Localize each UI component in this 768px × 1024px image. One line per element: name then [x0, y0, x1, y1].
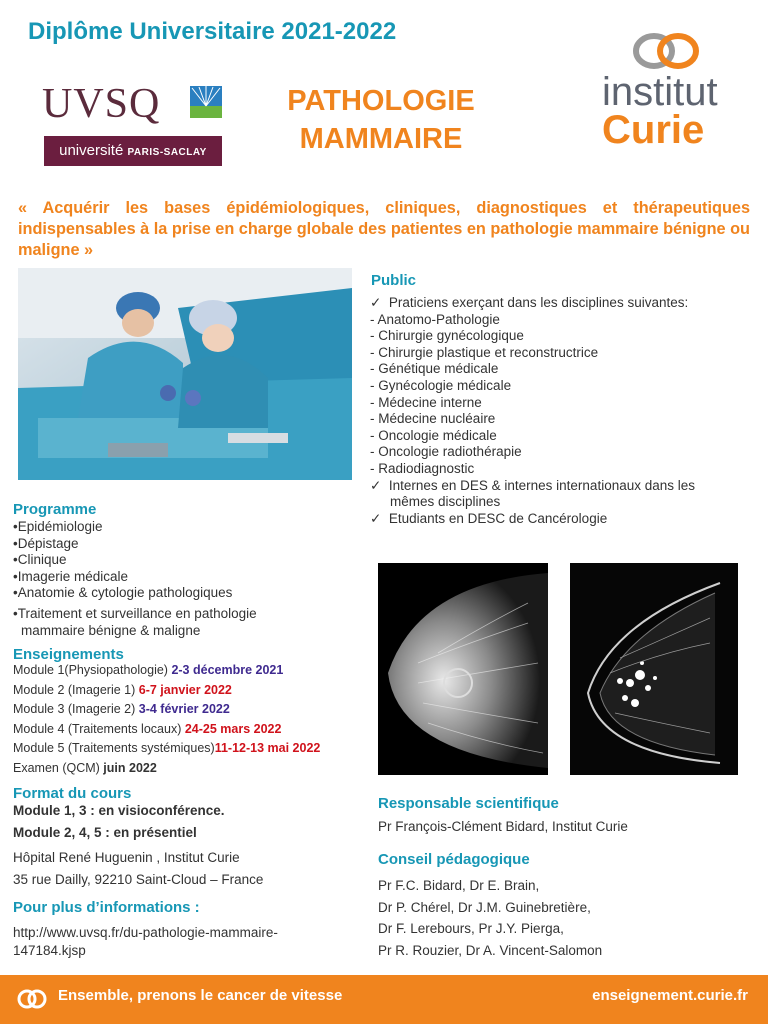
module-row [13, 720, 320, 740]
address-line1: Hôpital René Huguenin , Institut Curie [13, 850, 240, 865]
diploma-title: Diplôme Universitaire 2021-2022 [28, 18, 397, 45]
institut-curie-logo [600, 30, 740, 160]
module-label: Module 1(Physiopathologie) [13, 663, 172, 677]
list-item: •Traitement et surveillance en pathologie [13, 605, 257, 621]
list-item: Pr F.C. Bidard, Dr E. Brain, [378, 878, 540, 893]
list-item: - Génétique médicale [370, 361, 499, 377]
objective-quote: « Acquérir les bases épidémiologiques, cliniques, diagnostiques et thérapeutiques indispensables à la prise en charge globale des patientes en pathologie mammaire bénigne ou maligne » [18, 199, 750, 259]
list-item: •Dépistage [13, 535, 79, 551]
footer-website-link[interactable]: enseignement.curie.fr [592, 987, 748, 1004]
list-item: •Imagerie médicale [13, 568, 129, 584]
module-date: 2-3 décembre 2021 [171, 663, 284, 677]
module-label: Module 5 (Traitements systémiques) [13, 741, 215, 755]
uvsq-logo-text: UVSQ [42, 81, 161, 127]
public-list [370, 295, 695, 527]
mammogram-image [378, 563, 548, 775]
list-item: - Médecine interne [370, 394, 482, 410]
public-etudiants: ✓ Etudiants en DESC de Cancérologie [370, 510, 608, 526]
module-date: 6-7 janvier 2022 [138, 682, 232, 697]
list-item: - Gynécologie médicale [370, 377, 512, 393]
responsable-heading: Responsable scientifique [378, 795, 559, 812]
list-item: Pr R. Rouzier, Dr A. Vincent-Salomon [378, 942, 603, 958]
mri-image [570, 563, 738, 775]
list-item: Dr F. Lerebours, Pr J.Y. Pierga, [378, 921, 564, 936]
module-date: 24-25 mars 2022 [184, 721, 282, 736]
course-title-line2: MAMMAIRE [299, 123, 463, 155]
list-item: •Anatomie & cytologie pathologiques [13, 585, 233, 601]
module-row [13, 739, 320, 759]
list-item: - Oncologie médicale [370, 427, 497, 443]
uvsq-logo [40, 80, 226, 172]
list-item: mammaire bénigne & maligne [21, 622, 201, 638]
enseignements-heading: Enseignements [13, 646, 124, 663]
public-heading: Public [371, 272, 417, 289]
public-internes: ✓ Internes en DES & internes internationaux dans les [370, 477, 696, 493]
programme-heading: Programme [13, 501, 97, 518]
list-item: - Médecine nucléaire [370, 411, 496, 427]
module-row [13, 759, 320, 779]
internes-text-1: Internes en DES & internes internationaux dans les [388, 477, 696, 493]
curie-rings-icon [16, 987, 48, 1011]
module-date: 3-4 février 2022 [138, 702, 230, 716]
info-url[interactable] [13, 924, 278, 960]
info-heading: Pour plus d’informations : [13, 899, 200, 916]
conseil-heading: Conseil pédagogique [378, 851, 530, 868]
conseil-list [378, 875, 602, 961]
responsable-name: Pr François-Clément Bidard, Institut Curie [378, 819, 628, 834]
footer-bar [0, 975, 768, 1024]
list-item: - Radiodiagnostic [370, 460, 475, 476]
universite-paris-saclay-bar [44, 136, 222, 166]
paris-saclay-label: PARIS-SACLAY [127, 147, 207, 158]
list-item: - Chirurgie gynécologique [370, 328, 524, 344]
list-item: •Epidémiologie [13, 519, 103, 534]
info-url-line1[interactable]: http://www.uvsq.fr/du-pathologie-mammaire- [13, 925, 278, 940]
universite-label: université [59, 142, 124, 159]
public-intro-text: Praticiens exerçant dans les disciplines suivantes: [388, 295, 689, 310]
footer-slogan: Ensemble, prenons le cancer de vitesse [58, 987, 343, 1004]
modules-list [13, 661, 320, 778]
surgery-photo [18, 268, 352, 480]
internes-text-2: mêmes disciplines [390, 494, 501, 510]
list-item: Dr P. Chérel, Dr J.M. Guinebretière, [378, 899, 591, 915]
module-date: juin 2022 [103, 760, 157, 775]
programme-list [13, 519, 257, 639]
list-item: - Chirurgie plastique et reconstructrice [370, 344, 599, 360]
module-label: Module 4 (Traitements locaux) [13, 721, 185, 736]
curie-institut-text: institut [602, 70, 718, 114]
module-date: 11-12-13 mai 2022 [214, 741, 321, 755]
address-line2: 35 rue Dailly, 92210 Saint-Cloud – France [13, 872, 264, 887]
format-presentiel: Module 2, 4, 5 : en présentiel [13, 825, 197, 840]
list-item: - Oncologie radiothérapie [370, 444, 522, 460]
curie-name-text: Curie [602, 108, 705, 152]
list-item: •Clinique [13, 552, 67, 568]
format-visio: Module 1, 3 : en visioconférence. [13, 803, 225, 818]
module-label: Examen (QCM) [13, 760, 104, 775]
course-title [246, 82, 516, 158]
course-title-line1: PATHOLOGIE [287, 85, 475, 117]
public-intro: ✓ Praticiens exerçant dans les disciplines suivantes: [370, 295, 689, 310]
list-item: - Anatomo-Pathologie [370, 311, 500, 327]
module-label: Module 2 (Imagerie 1) [13, 682, 139, 697]
format-heading: Format du cours [13, 785, 132, 802]
module-row [13, 700, 320, 720]
etudiants-text: Etudiants en DESC de Cancérologie [388, 510, 608, 526]
module-label: Module 3 (Imagerie 2) [13, 702, 139, 716]
info-url-line2[interactable]: 147184.kjsp [13, 943, 86, 958]
curie-rings-icon [628, 30, 708, 72]
module-row [13, 681, 320, 701]
module-row [13, 661, 320, 681]
uvsq-sun-icon [190, 86, 222, 126]
